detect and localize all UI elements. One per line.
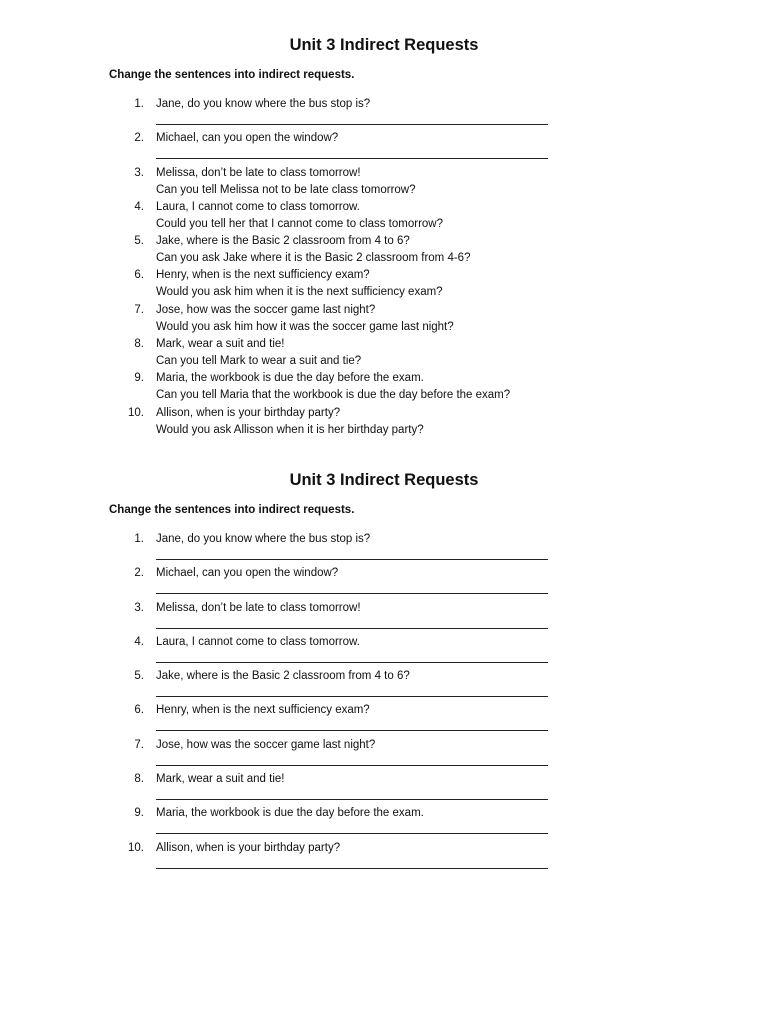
item-number: 9. [134,807,144,820]
answer-line [156,593,548,594]
item-answer: Can you tell Maria that the workbook is due the day before the exam? [156,389,511,402]
item-question: Jake, where is the Basic 2 classroom from 4 to 6? [156,235,410,248]
item-answer: Can you ask Jake where it is the Basic 2 classroom from 4-6? [156,252,471,265]
question-item [0,267,768,301]
item-question: Jose, how was the soccer game last night? [156,738,376,751]
item-number: 8. [134,773,144,786]
item-number: 3. [134,601,144,614]
item-answer: Can you tell Mark to wear a suit and tie? [156,355,362,368]
worksheet-instruction: Change the sentences into indirect requests. [109,504,355,516]
item-answer: Would you ask him how it was the soccer game last night? [156,320,454,333]
answer-line [156,158,548,159]
item-number: 4. [134,635,144,648]
answer-line [156,730,548,731]
question-item [0,634,768,668]
question-item [0,805,768,839]
item-answer: Could you tell her that I cannot come to class tomorrow? [156,217,444,230]
item-number: 2. [134,567,144,580]
answer-line [156,559,548,560]
item-number: 5. [134,670,144,683]
question-item [0,233,768,267]
item-number: 6. [134,704,144,717]
question-item [0,565,768,599]
item-question: Maria, the workbook is due the day before the exam. [156,372,424,385]
item-answer: Would you ask Allisson when it is her birthday party? [156,423,424,436]
question-list [0,96,768,439]
question-item [0,668,768,702]
question-item [0,771,768,805]
question-item [0,370,768,404]
item-number: 4. [134,200,144,213]
worksheet-title: Unit 3 Indirect Requests [289,36,479,54]
worksheet-bottom [0,469,768,874]
item-number: 7. [134,303,144,316]
item-question: Allison, when is your birthday party? [156,406,341,419]
question-item [0,405,768,439]
item-answer: Would you ask him when it is the next sufficiency exam? [156,286,443,299]
item-number: 8. [134,338,144,351]
item-question: Jake, where is the Basic 2 classroom from 4 to 6? [156,670,410,683]
item-question: Allison, when is your birthday party? [156,841,341,854]
answer-line [156,628,548,629]
item-question: Jane, do you know where the bus stop is? [156,533,371,545]
item-question: Henry, when is the next sufficiency exam? [156,704,370,717]
answer-line [156,662,548,663]
worksheet-instruction: Change the sentences into indirect requests. [109,69,355,81]
answer-line [156,868,548,869]
answer-line [156,765,548,766]
item-number: 1. [134,98,144,110]
question-item [0,199,768,233]
item-number: 3. [134,166,144,179]
item-question: Jose, how was the soccer game last night? [156,303,376,316]
item-question: Michael, can you open the window? [156,567,339,580]
item-question: Laura, I cannot come to class tomorrow. [156,200,360,213]
question-item [0,702,768,736]
item-number: 9. [134,372,144,385]
item-question: Melissa, don’t be late to class tomorrow! [156,166,361,179]
answer-line [156,124,548,125]
answer-line [156,696,548,697]
question-item [0,302,768,336]
question-item [0,130,768,164]
item-question: Maria, the workbook is due the day before the exam. [156,807,424,820]
question-item [0,840,768,874]
question-item [0,165,768,199]
item-number: 5. [134,235,144,248]
item-question: Michael, can you open the window? [156,132,339,145]
answer-line [156,833,548,834]
item-question: Laura, I cannot come to class tomorrow. [156,635,360,648]
item-question: Mark, wear a suit and tie! [156,338,285,351]
answer-line [156,799,548,800]
item-number: 10. [128,406,144,419]
worksheet-title: Unit 3 Indirect Requests [289,471,479,489]
item-number: 1. [134,533,144,545]
item-number: 10. [128,841,144,854]
question-item [0,531,768,565]
question-item [0,737,768,771]
question-item [0,96,768,130]
item-question: Henry, when is the next sufficiency exam? [156,269,370,282]
question-list [0,531,768,874]
question-item [0,600,768,634]
item-question: Mark, wear a suit and tie! [156,773,285,786]
question-item [0,336,768,370]
item-number: 6. [134,269,144,282]
item-question: Melissa, don’t be late to class tomorrow! [156,601,361,614]
item-number: 2. [134,132,144,145]
item-number: 7. [134,738,144,751]
item-answer: Can you tell Melissa not to be late class tomorrow? [156,183,416,196]
item-question: Jane, do you know where the bus stop is? [156,98,371,110]
worksheet-top [0,34,768,439]
